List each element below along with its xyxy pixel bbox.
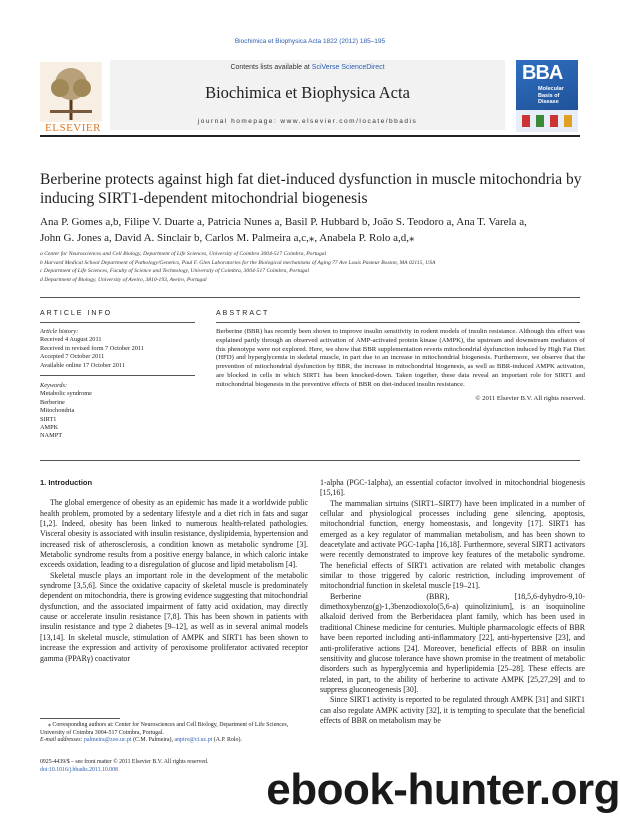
corresponding-text: ⁎ Corresponding authors at: Center for Neurosciences and Cell Biology, Department of Life Sciences, University of Coimbra 3004-517 Coimbra, Portugal. — [40, 722, 289, 736]
affiliations-rule — [40, 297, 580, 298]
issn-line: 0925-4439/$ – see front matter © 2011 Elsevier B.V. All rights reserved. — [40, 759, 209, 765]
abstract-rule — [216, 322, 580, 323]
authors-line-2: John G. Jones a, David A. Sinclair b, Carlos M. Palmeira a,c,⁎, Anabela P. Rolo a,d,⁎ — [40, 232, 415, 244]
history-online: Available online 17 October 2011 — [40, 361, 125, 369]
body-paragraph: Skeletal muscle plays an important role in the development of the metabolic syndrome [3,5,6]. Since the oxidative capacity of skeletal muscle is predominately dependent on mitochondria, there is growing evidence suggesting that mitochondrial dysfunction, and the associated impairment of fatty acid oxidation, may directly cause or accelerate insulin resistance [7,8]. This has been shown in patients with insulin resistance and type 2 diabetes [9–12], as well as in several animal models [13,14]. In skeletal muscle, stimulation of AMPK and SIRT1 has been shown to increase the expression and activity of peroxisome proliferator activated receptor gamma (PPARγ) coactivator — [40, 570, 308, 663]
email-link-rolo[interactable]: anpiro@ci.uc.pt — [174, 737, 213, 743]
watermark-text: ebook-hunter.org — [266, 765, 620, 814]
keywords-rule — [40, 375, 195, 376]
journal-homepage[interactable]: journal homepage: www.elsevier.com/locate/bbadis — [197, 118, 418, 125]
body-left-column — [40, 478, 308, 664]
journal-cover — [516, 60, 578, 132]
header-rule — [40, 135, 580, 137]
keyword: Mitochondria — [40, 407, 75, 415]
cover-subtitle: Molecular Basis of Disease — [538, 86, 564, 105]
article-info-heading: ARTICLE INFO — [40, 310, 113, 317]
affiliation-d: d Department of Biology, University of Aveiro, 3810-193, Aveiro, Portugal — [40, 276, 207, 283]
body-paragraph: 1-alpha (PGC-1alpha), an essential cofactor involved in mitochondrial biogenesis [15,16]. — [320, 478, 585, 498]
keyword: SIRT1 — [40, 415, 57, 423]
history-accepted: Accepted 7 October 2011 — [40, 353, 105, 361]
affiliations — [40, 250, 585, 284]
article-title: Berberine protects against high fat diet-induced dysfunction in muscle mitochondria by inducing SIRT1-dependent mitochondrial biogenesis — [40, 171, 582, 207]
sciencedirect-link[interactable]: SciVerse ScienceDirect — [311, 64, 385, 71]
cover-image-strip — [516, 110, 578, 132]
body-paragraph: Since SIRT1 activity is reported to be regulated through AMPK [31] and SIRT1 can also regulate AMPK activity [32], it is tempting to speculate that the beneficial effects of BBR on metabolism may be — [320, 695, 585, 725]
cover-title: BBA — [522, 62, 563, 84]
email-link-palmeira[interactable]: palmeira@zoo.uc.pt — [83, 737, 132, 743]
body-right-column — [320, 478, 585, 726]
keyword: AMPK — [40, 424, 59, 432]
footnote-rule — [40, 718, 120, 719]
abstract-text: Berberine (BBR) has recently been shown to improve insulin sensitivity in rodent models of insulin resistance. Although this effect was explained partly through an observed activation of AMP-activated protein kinase (AMPK), the upstream and downstream mediators of this phenotype were not explored. Here, we show that BBR supplementation reverts mitochondrial dysfunction induced by High Fat Diet (HFD) and hyperglycemia in skeletal muscle, in part due to an increase in mitochondrial biogenesis. Furthermore, we observe that the prevention of mitochondrial dysfunction by BBR, the increase in mitochondrial biogenesis, as well as BBR-induced AMPK activation, are blocked in cells in which SIRT1 has been knocked-down. Taken together, these data reveal an important role for SIRT1 and mitochondrial biogenesis in the preventive effects of BBR on diet-induced insulin resistance. — [216, 328, 585, 388]
keyword: Metabolic syndrome — [40, 390, 92, 398]
abstract-heading: ABSTRACT — [216, 310, 270, 317]
elsevier-tree-logo — [40, 62, 102, 130]
journal-citation[interactable]: Biochimica et Biophysica Acta 1822 (2012) 185–195 — [234, 38, 386, 45]
doi-link[interactable]: doi:10.1016/j.bbadis.2011.10.008 — [40, 766, 118, 773]
corresponding-footnote — [40, 722, 308, 745]
email-addresses: E-mail addresses: palmeira@zoo.uc.pt (C.M. Palmeira), anpiro@ci.uc.pt (A.P. Rolo). — [40, 737, 242, 743]
abstract — [216, 328, 585, 403]
affiliation-a: a Center for Neurosciences and Cell Biology, Department of Life Sciences, University of Coimbra 3004-517 Coimbra, Portugal — [40, 251, 327, 257]
article-info — [40, 328, 195, 441]
keyword: Berberine — [40, 398, 65, 406]
author-list — [40, 214, 585, 246]
authors-line-1: Ana P. Gomes a,b, Filipe V. Duarte a, Patricia Nunes a, Basil P. Hubbard b, João S. Teodoro a, Ana T. Varela a, — [40, 216, 527, 228]
contents-prefix: Contents lists available at — [230, 64, 312, 71]
keyword: NAMPT — [40, 432, 63, 440]
keywords-label: Keywords: — [40, 382, 68, 390]
affiliation-c: c Department of Life Sciences, Faculty of Science and Technology, University of Coimbra, 3004-517 Coimbra, Portugal — [40, 268, 310, 275]
abstract-copyright: © 2011 Elsevier B.V. All rights reserved. — [475, 394, 585, 402]
body-paragraph: Berberine (BBR), [18,5,6-dyhydro-9,10-dimethoxybenzo(g)-1,3benzodioxolo(5,6-a) quinolizinium], is an isoquinoline alkaloid derived from the Berberidacea plant family, which has been used in traditional Chinese medicine for centuries. Multiple pharmacologic effects of BBR have been reported including anti-inflammatory [22], anti-hypertensive [23], and anti-proliferative actions [24]. Moreover, beneficial effects of BBR on insulin sensitivity and glucose tolerance have shown promise in the treatment of metabolic disorders such as hyperglycemia and hyperlipidemia [25–28]. These effects are related, in part, to the ability of berberine to activate AMPK [25,27,29] and to suppress gluconeogenesis [30]. — [320, 591, 585, 694]
body-paragraph: The mammalian sirtuins (SIRT1–SIRT7) have been implicated in a number of cellular and physiological processes including gene silencing, apoptosis, mitochondrial function, energy homeostasis, and longevity [17]. SIRT1 has emerged as a key regulator of mammalian metabolism, and has been shown to deacetylate and activate PGC-1apha [16,18]. Furthermore, several SIRT1 activators were recently demonstrated to improve key features of the metabolic syndrome. The beneficial effects of SIRT1 activation are related with metabolic changes similar to those triggered by caloric restriction, including improvement of mitochondrial function in skeletal muscle [19–21]. — [320, 498, 585, 591]
info-rule — [40, 322, 195, 323]
journal-name: Biochimica et Biophysica Acta — [205, 83, 410, 102]
body-paragraph: The global emergence of obesity as an epidemic has made it a worldwide public health problem, promoted by a sedentary lifestyle and a diet rich in fats and sugar [1,2]. Indeed, obesity has been linked to numerous health-related pathologies. Visceral obesity is associated with insulin resistance, dyslipidemia, hypertension and increased risk of atherosclerosis, a condition known as metabolic syndrome [3]. Metabolic syndrome results from a positive energy balance, in which caloric intake exceeds oxidation, leading to a disregulation of glucose and lipid metabolism [4]. — [40, 498, 308, 570]
history-label: Article history: — [40, 328, 79, 335]
affiliation-b: b Harvard Medical School Department of Pathology/Genetics, Paul F. Glen Laboratories for the Biological mechanisms of Aging 77 Ave Louis Pasteur Boston, MA 02115, USA — [40, 259, 436, 266]
history-received: Received 4 August 2011 — [40, 336, 102, 344]
contents-availability — [110, 64, 505, 71]
abstract-bottom-rule — [40, 460, 580, 461]
publisher-name: ELSEVIER — [45, 122, 101, 134]
section-heading: 1. Introduction — [40, 478, 93, 487]
history-revised: Received in revised form 7 October 2011 — [40, 344, 144, 352]
